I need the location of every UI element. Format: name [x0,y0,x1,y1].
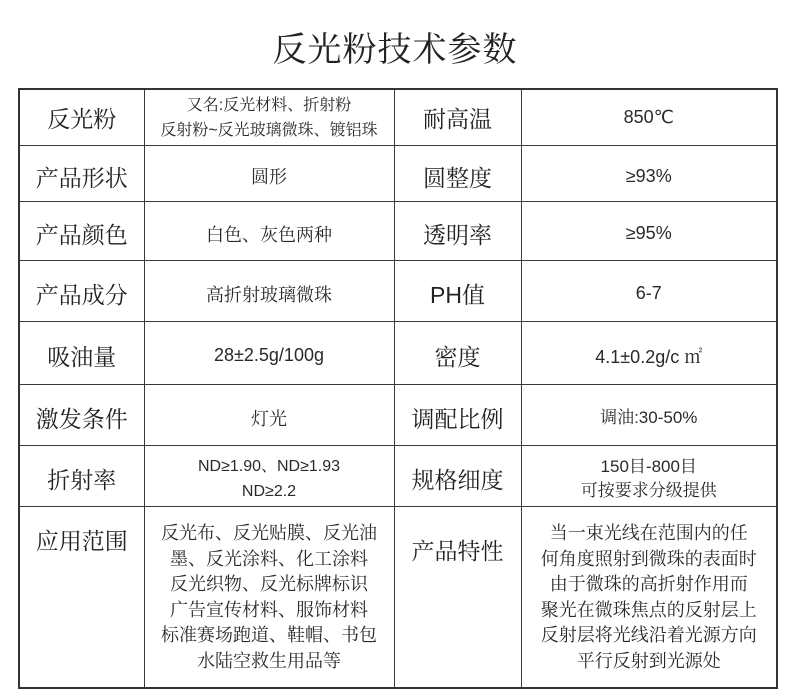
param-label: 反光粉 [19,89,144,146]
value-line: ≥95% [625,223,672,243]
param-label: 规格细度 [394,446,521,507]
param-label: PH值 [394,261,521,322]
param-value [144,261,394,322]
table-row [19,446,777,507]
value-line: 广告宣传材料、服饰材料 [170,599,368,620]
param-label: 激发条件 [19,385,144,446]
value-line: 聚光在微珠焦点的反射层上 [540,599,757,620]
param-label: 耐高温 [394,89,521,146]
param-value [521,89,777,146]
param-value [144,322,394,385]
value-line: 28±2.5g/100g [214,345,324,365]
param-label: 产品颜色 [19,202,144,261]
value-line: ≥93% [625,165,672,186]
value-line: 灯光 [251,408,287,429]
value-line: 4.1±0.2g/c ㎡ [595,346,703,367]
param-label: 产品形状 [19,146,144,202]
param-value [521,322,777,385]
param-value [144,385,394,446]
table-row [19,385,777,446]
param-label: 产品成分 [19,261,144,322]
value-line: 墨、反光涂料、化工涂料 [170,548,368,569]
table-row [19,322,777,385]
param-label: 调配比例 [394,385,521,446]
value-line: 当一束光线在范围内的任 [549,523,748,543]
value-line: 高折射玻璃微珠 [206,284,332,305]
value-line: 水陆空救生用品等 [197,650,341,671]
value-line: ND≥1.90、ND≥1.93 [197,457,341,475]
param-label: 产品特性 [394,507,521,689]
param-label: 吸油量 [19,322,144,385]
param-value [521,385,777,446]
param-value [144,507,394,689]
value-line: 可按要求分级提供 [580,480,717,500]
spec-table [18,88,778,689]
param-value [144,89,394,146]
param-label: 折射率 [19,446,144,507]
param-label: 密度 [394,322,521,385]
table-row [19,89,777,146]
value-line: 850℃ [623,107,674,127]
value-line: 标准赛场跑道、鞋帽、书包 [161,625,377,646]
table-row [19,261,777,322]
value-line: 反射粉~反光玻璃微珠、镀铝珠 [160,121,378,139]
value-line: 何角度照射到微珠的表面时 [540,548,757,569]
value-line: 白色、灰色两种 [206,224,332,245]
param-value [521,146,777,202]
value-line: 反光布、反光贴膜、反光油 [161,523,377,543]
value-line: 150目-800目 [600,456,697,476]
value-line: ND≥2.2 [241,482,297,500]
table-row [19,507,777,689]
param-value [521,202,777,261]
value-line: 平行反射到光源处 [576,650,721,671]
param-label: 透明率 [394,202,521,261]
page-title: 反光粉技术参数 [272,31,518,69]
param-value [144,202,394,261]
value-line: 圆形 [251,167,287,187]
param-label: 圆整度 [394,146,521,202]
param-value [144,146,394,202]
param-value [144,446,394,507]
table-row [19,202,777,261]
value-line: 由于微珠的高折射作用而 [549,574,748,595]
param-value [521,261,777,322]
param-value [521,446,777,507]
value-line: 6-7 [635,283,662,303]
table-row [19,146,777,202]
value-line: 反光织物、反光标牌标识 [170,574,368,595]
param-value [521,507,777,689]
value-line: 又名:反光材料、折射粉 [186,96,352,114]
value-line: 调油:30-50% [600,407,698,427]
value-line: 反射层将光线沿着光源方向 [540,625,757,646]
param-label: 应用范围 [19,507,144,689]
